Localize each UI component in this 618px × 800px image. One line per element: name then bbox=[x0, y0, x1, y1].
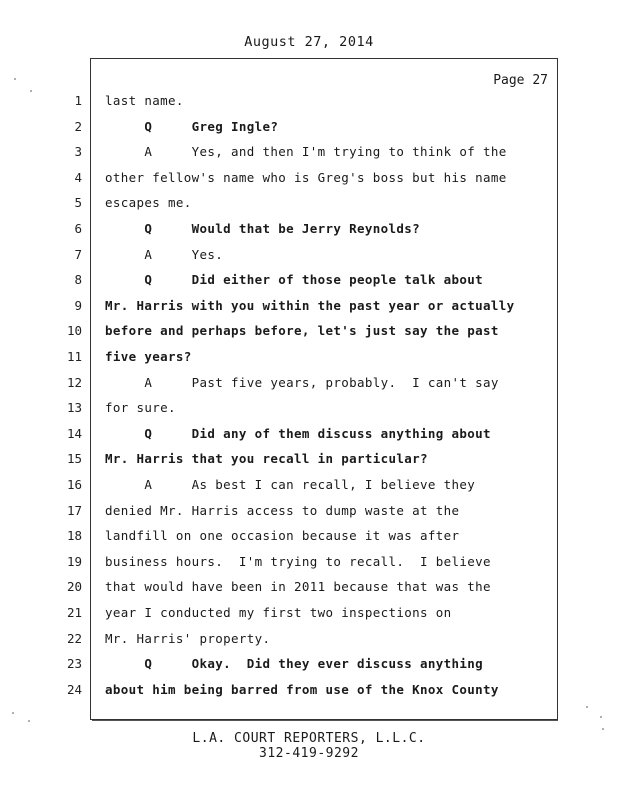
line-text: A Yes, and then I'm trying to think of the bbox=[105, 144, 507, 160]
transcript-line bbox=[0, 400, 618, 420]
line-text: Q Okay. Did they ever discuss anything bbox=[105, 656, 484, 672]
line-number: 1 bbox=[74, 93, 82, 108]
line-text: A Past five years, probably. I can't say bbox=[105, 374, 499, 390]
line-text: before and perhaps before, let's just say the past bbox=[105, 323, 499, 339]
transcript-line bbox=[0, 119, 618, 139]
footer-phone: 312-419-9292 bbox=[259, 746, 359, 761]
line-number: 23 bbox=[66, 656, 82, 672]
transcript-line bbox=[0, 272, 618, 292]
line-text: five years? bbox=[105, 349, 192, 364]
line-number: 19 bbox=[66, 553, 82, 569]
transcript-line bbox=[0, 349, 618, 369]
line-text: about him being barred from use of the Knox County bbox=[105, 681, 499, 697]
transcript-line bbox=[0, 682, 618, 702]
line-text: other fellow's name who is Greg's boss but his name bbox=[105, 169, 507, 185]
line-number: 12 bbox=[66, 374, 82, 390]
line-number: 8 bbox=[74, 272, 82, 288]
line-text: Q Did any of them discuss anything about bbox=[105, 425, 491, 441]
scan-speck bbox=[586, 706, 588, 708]
transcript-line bbox=[0, 195, 618, 215]
line-number: 17 bbox=[66, 502, 82, 518]
line-number: 14 bbox=[66, 425, 82, 441]
line-text: A Yes. bbox=[105, 246, 224, 262]
line-number: 4 bbox=[74, 169, 82, 185]
line-number: 24 bbox=[66, 681, 82, 697]
scan-speck bbox=[602, 728, 604, 730]
line-number: 15 bbox=[66, 451, 82, 467]
transcript-line bbox=[0, 656, 618, 676]
transcript-line bbox=[0, 247, 618, 267]
scan-speck bbox=[14, 78, 16, 80]
transcript-date: August 27, 2014 bbox=[244, 34, 374, 50]
transcript-line bbox=[0, 605, 618, 625]
line-text: that would have been in 2011 because that was the bbox=[105, 579, 491, 595]
line-text: landfill on one occasion because it was after bbox=[105, 528, 460, 544]
line-number: 11 bbox=[66, 349, 82, 364]
line-text: business hours. I'm trying to recall. I believe bbox=[105, 553, 491, 569]
transcript-line bbox=[0, 144, 618, 164]
transcript-line bbox=[0, 426, 618, 446]
line-number: 20 bbox=[66, 579, 82, 595]
line-number: 6 bbox=[74, 221, 82, 236]
transcript-line bbox=[0, 477, 618, 497]
transcript-line bbox=[0, 503, 618, 523]
scan-speck bbox=[12, 712, 14, 714]
line-text: for sure. bbox=[105, 400, 176, 416]
line-number: 16 bbox=[66, 477, 82, 492]
line-number: 9 bbox=[74, 297, 82, 313]
scan-speck bbox=[28, 720, 30, 722]
footer-company: L.A. COURT REPORTERS, L.L.C. bbox=[192, 731, 426, 746]
line-number: 5 bbox=[74, 195, 82, 211]
scan-speck bbox=[30, 90, 32, 92]
line-text: Q Greg Ingle? bbox=[105, 118, 279, 134]
line-text: year I conducted my first two inspections on bbox=[105, 605, 452, 620]
transcript-line bbox=[0, 170, 618, 190]
line-number: 13 bbox=[66, 400, 82, 416]
line-number: 18 bbox=[66, 528, 82, 544]
line-number: 2 bbox=[74, 118, 82, 134]
line-text: last name. bbox=[105, 93, 184, 108]
line-text: Q Would that be Jerry Reynolds? bbox=[105, 221, 421, 236]
page-frame-shadow bbox=[92, 716, 558, 721]
line-text: Q Did either of those people talk about bbox=[105, 272, 484, 288]
line-number: 22 bbox=[66, 630, 82, 646]
line-text: Mr. Harris that you recall in particular? bbox=[105, 451, 428, 467]
transcript-line bbox=[0, 451, 618, 471]
line-text: Mr. Harris' property. bbox=[105, 630, 271, 646]
line-number: 21 bbox=[66, 605, 82, 620]
line-text: escapes me. bbox=[105, 195, 192, 211]
transcript-line bbox=[0, 323, 618, 343]
transcript-line bbox=[0, 298, 618, 318]
line-text: A As best I can recall, I believe they bbox=[105, 477, 476, 492]
line-text: Mr. Harris with you within the past year or actually bbox=[105, 297, 515, 313]
transcript-line bbox=[0, 579, 618, 599]
transcript-line bbox=[0, 528, 618, 548]
line-number: 7 bbox=[74, 246, 82, 262]
transcript-line bbox=[0, 554, 618, 574]
line-text: denied Mr. Harris access to dump waste at the bbox=[105, 502, 460, 518]
transcript-line bbox=[0, 375, 618, 395]
page-number: Page 27 bbox=[493, 73, 548, 88]
line-number: 10 bbox=[66, 323, 82, 339]
transcript-line bbox=[0, 631, 618, 651]
transcript-line bbox=[0, 221, 618, 241]
line-number: 3 bbox=[74, 144, 82, 160]
scan-speck bbox=[600, 716, 602, 718]
transcript-line bbox=[0, 93, 618, 113]
